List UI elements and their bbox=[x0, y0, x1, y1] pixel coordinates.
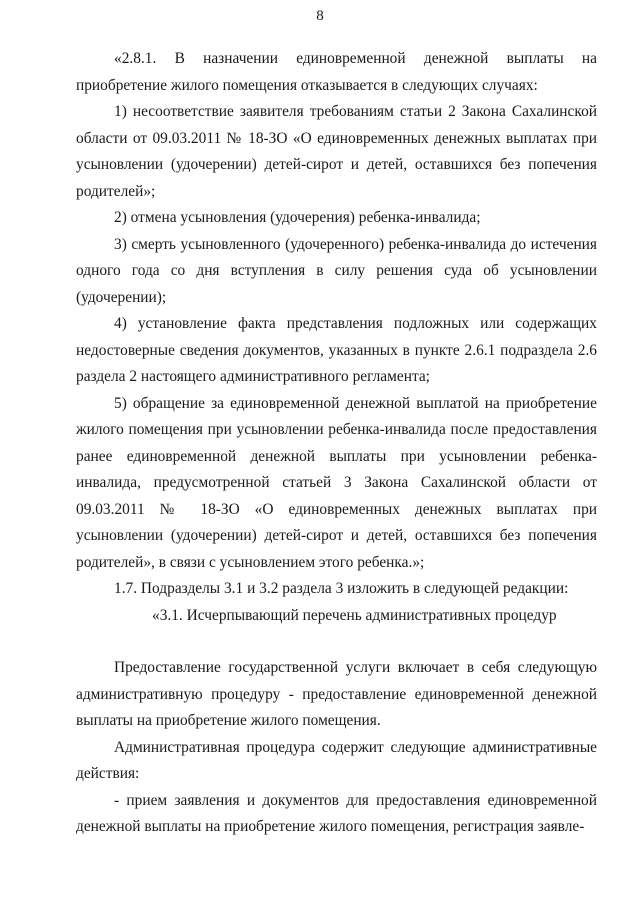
list-item-2: 2) отмена усыновления (удочерения) ребенка-инвалида; bbox=[114, 209, 481, 226]
list-item-1: 1) несоответствие заявителя требованиям статьи 2 Закона Сахалинской области от 09.03.2011 № 18-ЗО «О единовременных денежных выплатах при усыновлении (удочерении) детей-сирот и детей, оставшихся без попечения родителей»; bbox=[76, 103, 597, 200]
paragraph-2-8-1: «2.8.1. В назначении единовременной денежной выплаты на приобретение жилого помещения отказывается в следующих случаях: bbox=[76, 50, 597, 94]
list-item-3: 3) смерть усыновленного (удочеренного) ребенка-инвалида до истечения одного года со дня вступления в силу решения суда об усыновлении (удочерении); bbox=[76, 235, 597, 306]
paragraph-1-7: 1.7. Подразделы 3.1 и 3.2 раздела 3 изложить в следующей редакции: bbox=[114, 580, 569, 597]
paragraph-service-description: Предоставление государственной услуги включает в себя следующую административную процедуру - предоставление единовременной денежной выплаты на приобретение жилого помещения. bbox=[76, 659, 597, 729]
page-number: 8 bbox=[316, 8, 324, 24]
paragraph-procedure-actions: Административная процедура содержит следующие административные действия: bbox=[76, 738, 597, 782]
list-item-4: 4) установление факта представления подложных или содержащих недостоверные сведения документов, указанных в пункте 2.6.1 подраздела 2.6 раздела 2 настоящего административного регламента; bbox=[76, 315, 597, 385]
document-body bbox=[76, 46, 597, 841]
list-item-5: 5) обращение за единовременной денежной выплатой на приобретение жилого помещения при усыновлении ребенка-инвалида после предоставления ранее единовременной денежной выплаты при усыновлении ребенка-инвалида, предусмотренной статьей 3 Закона Сахалинской области от 09.03.2011 № 18-ЗО «О единовременных денежных выплатах при усыновлении (удочерении) детей-сирот и детей, оставшихся без попечения родителей», в связи с усыновлением этого ребенка.»; bbox=[76, 394, 597, 571]
list-item-reception: - прием заявления и документов для предоставления единовременной денежной выплаты на приобретение жилого помещения, регистрация заявле- bbox=[76, 791, 597, 835]
section-heading-3-1: «3.1. Исчерпывающий перечень административных процедур bbox=[152, 606, 557, 624]
